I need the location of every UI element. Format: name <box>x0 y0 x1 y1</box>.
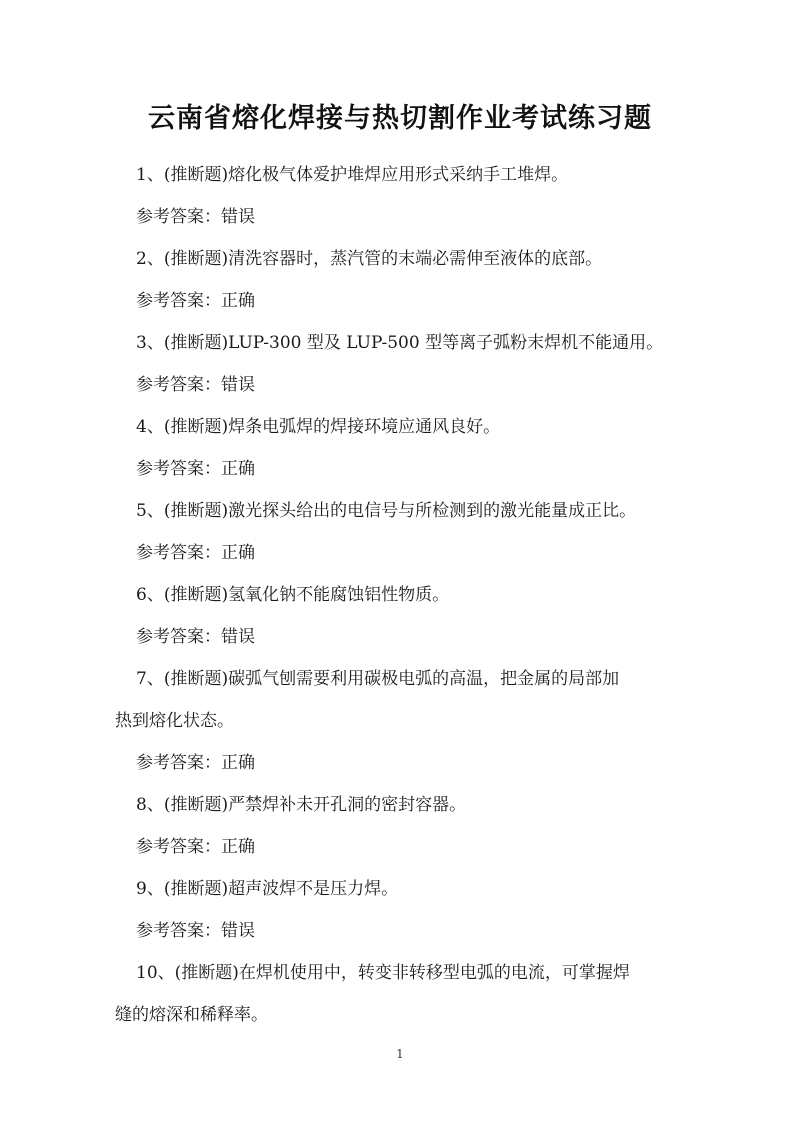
question-text: 1、(推断题)熔化极气体爱护堆焊应用形式采纳手工堆焊。 <box>136 165 569 185</box>
answer-text: 参考答案：错误 <box>136 627 255 647</box>
question-text: 7、(推断题)碳弧气刨需要利用碳极电弧的高温，把金属的局部加 <box>136 669 620 689</box>
answer-text: 参考答案：正确 <box>136 837 255 857</box>
answer-text: 参考答案：错误 <box>136 921 255 941</box>
answer-text: 参考答案：错误 <box>136 375 255 395</box>
question-text: 10、(推断题)在焊机使用中，转变非转移型电弧的电流，可掌握焊 <box>136 963 630 983</box>
question-text: 5、(推断题)激光探头给出的电信号与所检测到的激光能量成正比。 <box>136 501 637 521</box>
answer-text: 参考答案：正确 <box>136 291 255 311</box>
question-text-continued: 热到熔化状态。 <box>115 711 234 731</box>
question-text: 8、(推断题)严禁焊补未开孔洞的密封容器。 <box>136 795 467 815</box>
answer-text: 参考答案：正确 <box>136 543 255 563</box>
document-title: 云南省熔化焊接与热切割作业考试练习题 <box>148 103 652 134</box>
answer-text: 参考答案：正确 <box>136 753 255 773</box>
question-text: 9、(推断题)超声波焊不是压力焊。 <box>136 879 399 899</box>
answer-text: 参考答案：错误 <box>136 207 255 227</box>
question-text: 6、(推断题)氢氧化钠不能腐蚀铝性物质。 <box>136 585 450 605</box>
question-text: 4、(推断题)焊条电弧焊的焊接环境应通风良好。 <box>136 417 501 437</box>
question-text-continued: 缝的熔深和稀释率。 <box>115 1005 268 1025</box>
question-text: 3、(推断题)LUP-300 型及 LUP-500 型等离子弧粉末焊机不能通用。 <box>136 333 664 353</box>
answer-text: 参考答案：正确 <box>136 459 255 479</box>
page-number: 1 <box>396 1047 404 1061</box>
question-text: 2、(推断题)清洗容器时，蒸汽管的末端必需伸至液体的底部。 <box>136 249 603 269</box>
